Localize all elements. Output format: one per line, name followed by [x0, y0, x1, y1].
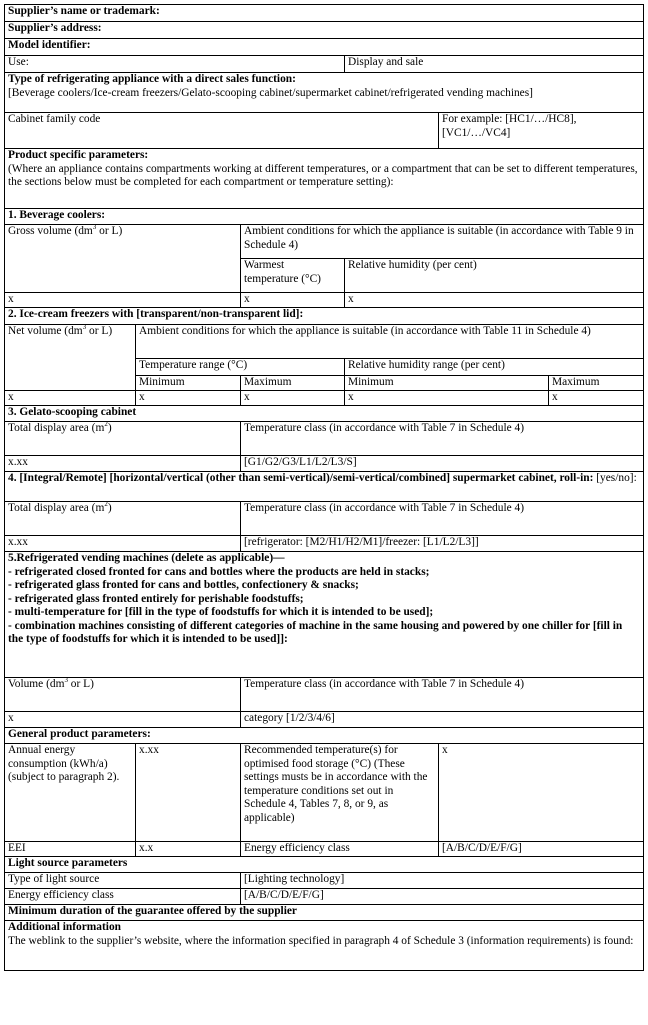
appliance-type-options: [Beverage coolers/Ice-cream freezers/Gelato-scooping cabinet/supermarket cabinet/refrigerated vending machines]	[8, 86, 533, 99]
ice-cream-freezers-heading: 2. Ice-cream freezers with [transparent/non-transparent lid]:	[5, 308, 644, 325]
use-label: Use:	[5, 56, 345, 73]
cabinet-family-value: For example: [HC1/…/HC8], [VC1/…/VC4]	[439, 113, 644, 149]
beverage-gross-volume-label: Gross volume ($dm^3$ or L)	[5, 225, 241, 293]
beverage-volume-value: x	[5, 293, 241, 308]
supermarket-cabinet-heading: 4. [Integral/Remote] [horizontal/vertical (other than semi-vertical)/semi-vertical/combined] supermarket cabinet, roll-in: [yes/no]:	[5, 472, 644, 502]
product-parameters-cell	[5, 149, 644, 209]
supermarket-temp-class-label: Temperature class (in accordance with Table 7 in Schedule 4)	[241, 502, 644, 536]
ice-cream-temp-max-label: Maximum	[241, 376, 345, 391]
appliance-type-cell	[5, 73, 644, 113]
ice-cream-humidity-range-label: Relative humidity range (per cent)	[345, 359, 644, 376]
gelato-temp-class-value: [G1/G2/G3/L1/L2/L3/S]	[241, 456, 644, 472]
vending-machine-categories	[8, 566, 640, 647]
general-parameters-heading: General product parameters:	[5, 728, 644, 744]
appliance-type-heading: Type of refrigerating appliance with a direct sales function:	[8, 73, 296, 85]
ice-cream-temp-max-value: x	[241, 391, 345, 406]
gelato-display-area-label: Total display area $(m^2)$	[5, 422, 241, 456]
beverage-coolers-heading: 1. Beverage coolers:	[5, 209, 644, 225]
beverage-ambient-conditions: Ambient conditions for which the appliance is suitable (in accordance with Table 9 in Schedule 4)	[241, 225, 644, 259]
ice-cream-hum-max-label: Maximum	[549, 376, 644, 391]
ice-cream-volume-value: x	[5, 391, 136, 406]
product-parameters-note: (Where an appliance contains compartments working at different temperatures, or a compartment that can be set to different temperatures, the sections below must be completed for each compartment or temperature setting):	[8, 162, 638, 188]
ice-cream-hum-min-value: x	[345, 391, 549, 406]
energy-class-value: [A/B/C/D/E/F/G]	[439, 842, 644, 857]
ice-cream-ambient-conditions: Ambient conditions for which the appliance is suitable (in accordance with Table 11 in Schedule 4)	[136, 325, 644, 359]
vending-temp-class-label: Temperature class (in accordance with Table 7 in Schedule 4)	[241, 678, 644, 712]
additional-information-heading: Additional information	[8, 921, 121, 933]
product-information-sheet	[4, 4, 643, 971]
vending-machines-heading: 5.Refrigerated vending machines (delete as applicable)—	[8, 552, 285, 564]
recommended-temp-value: x	[439, 744, 644, 842]
light-efficiency-value: [A/B/C/D/E/F/G]	[241, 889, 644, 905]
use-value: Display and sale	[345, 56, 644, 73]
supplier-name-row: Supplier’s name or trademark:	[5, 5, 644, 22]
vending-volume-value: x	[5, 712, 241, 728]
beverage-humidity-label: Relative humidity (per cent)	[345, 259, 644, 293]
ice-cream-hum-max-value: x	[549, 391, 644, 406]
additional-information-cell	[5, 921, 644, 971]
recommended-temp-label: Recommended temperature(s) for optimised food storage (°C) (These settings musts be in accordance with the temperature conditions set out in Schedule 4, Tables 7, 8, or 9, as applicable)	[241, 744, 439, 842]
light-source-type-label: Type of light source	[5, 873, 241, 889]
supplier-address-row: Supplier’s address:	[5, 22, 644, 39]
light-source-type-value: [Lighting technology]	[241, 873, 644, 889]
energy-class-label: Energy efficiency class	[241, 842, 439, 857]
gelato-display-area-value: x.xx	[5, 456, 241, 472]
light-efficiency-label: Energy efficiency class	[5, 889, 241, 905]
gelato-temp-class-label: Temperature class (in accordance with Table 7 in Schedule 4)	[241, 422, 644, 456]
beverage-temp-value: x	[241, 293, 345, 308]
product-parameters-heading: Product specific parameters:	[8, 149, 149, 161]
supermarket-display-area-label: Total display area $(m^2)$	[5, 502, 241, 536]
additional-information-text: The weblink to the supplier’s website, where the information specified in paragraph 4 of Schedule 3 (information requirements) is found:	[8, 934, 634, 947]
ice-cream-hum-min-label: Minimum	[345, 376, 549, 391]
cabinet-family-label: Cabinet family code	[5, 113, 439, 149]
information-table	[4, 4, 644, 971]
vending-category-item: - refrigerated closed fronted for cans and bottles where the products are held in stacks;	[8, 565, 430, 578]
light-source-heading: Light source parameters	[5, 857, 644, 873]
vending-category-item: - refrigerated glass fronted for cans and bottles, confectionery & snacks;	[8, 579, 359, 591]
vending-machines-cell	[5, 552, 644, 678]
eei-value: x.x	[136, 842, 241, 857]
supermarket-display-area-value: x.xx	[5, 536, 241, 552]
vending-category-item: - multi-temperature for [fill in the type of foodstuffs for which it is intended to be used];	[8, 606, 434, 618]
ice-cream-temp-min-value: x	[136, 391, 241, 406]
vending-category-item: - refrigerated glass fronted entirely for perishable foodstuffs;	[8, 592, 304, 605]
ice-cream-net-volume-label: Net volume ($dm^3$ or L)	[5, 325, 136, 391]
annual-energy-label: Annual energy consumption (kWh/a) (subject to paragraph 2).	[5, 744, 136, 842]
vending-category-item: - combination machines consisting of different categories of machine in the same housing and powered by one chiller for [fill in the type of foodstuffs for which it is intended to be used]]:	[8, 619, 623, 645]
guarantee-heading: Minimum duration of the guarantee offered by the supplier	[5, 905, 644, 921]
vending-category-value: category [1/2/3/4/6]	[241, 712, 644, 728]
supermarket-temp-class-value: [refrigerator: [M2/H1/H2/M1]/freezer: [L1/L2/L3]]	[241, 536, 644, 552]
eei-label: EEI	[5, 842, 136, 857]
beverage-warmest-temp-label: Warmest temperature (°C)	[241, 259, 345, 293]
annual-energy-value: x.xx	[136, 744, 241, 842]
gelato-cabinet-heading: 3. Gelato-scooping cabinet	[5, 406, 644, 422]
ice-cream-temp-min-label: Minimum	[136, 376, 241, 391]
model-identifier-row: Model identifier:	[5, 39, 644, 56]
beverage-humidity-value: x	[345, 293, 644, 308]
ice-cream-temp-range-label: Temperature range (°C)	[136, 359, 345, 376]
vending-volume-label: Volume ($dm^3$ or L)	[5, 678, 241, 712]
